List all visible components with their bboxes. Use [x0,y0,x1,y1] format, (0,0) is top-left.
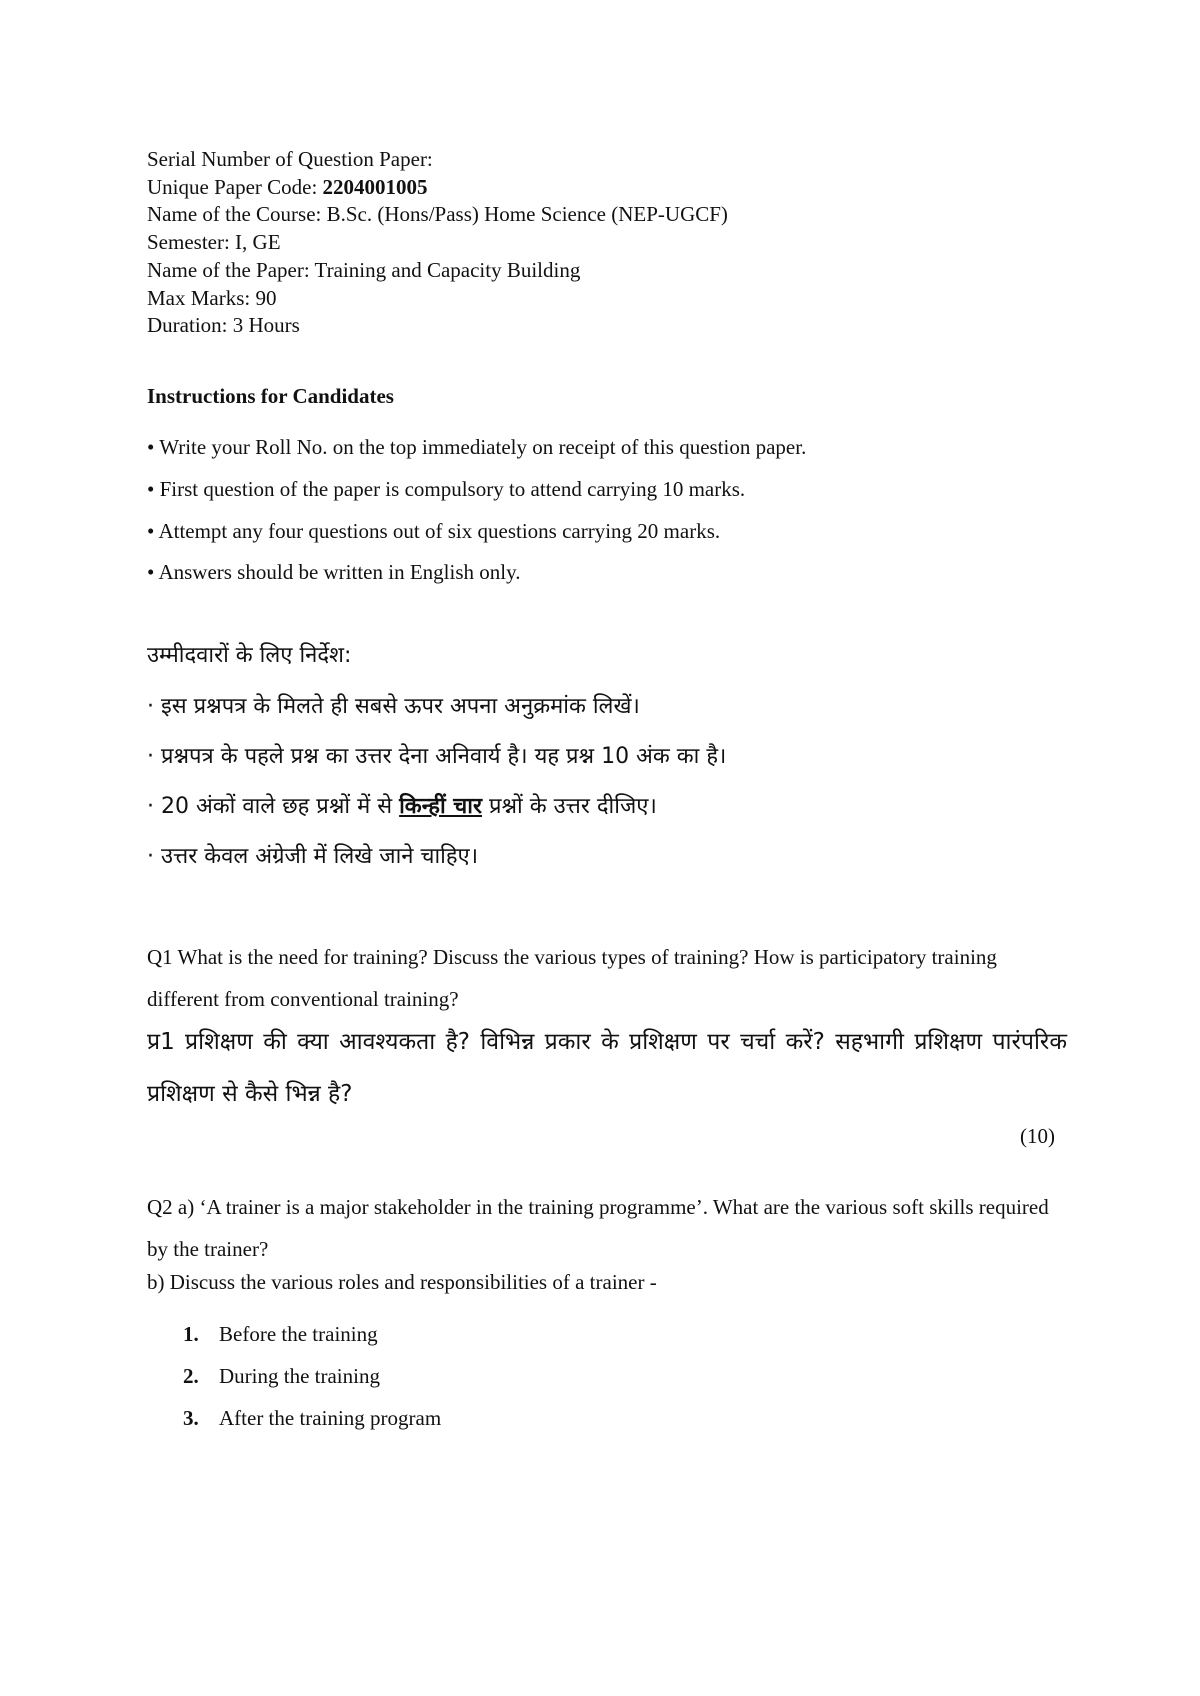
duration-line: Duration: 3 Hours [147,313,300,338]
paper-code-line [147,174,1047,202]
list-item [183,1397,883,1439]
list-item-number: 3. [183,1406,199,1430]
list-item-text: During the training [219,1364,380,1388]
instruction-item: • First question of the paper is compulsory to attend carrying 10 marks. [147,476,746,501]
hindi-instruction-item: · उत्तर केवल अंग्रेजी में लिखे जाने चाहिए। [147,844,479,869]
hindi-instructions [147,636,1067,882]
hindi-instruction-item: · इस प्रश्नपत्र के मिलते ही सबसे ऊपर अपना अनुक्रमांक लिखें। [147,694,640,719]
list-item [183,1313,883,1355]
paper-header [147,146,1047,340]
question-2-sub-list [183,1313,883,1439]
instruction-item: • Write your Roll No. on the top immediately on receipt of this question paper. [147,435,807,459]
paper-code-label: Unique Paper Code: [147,174,323,199]
max-marks-line: Max Marks: 90 [147,285,277,310]
semester-line: Semester: I, GE [147,230,281,255]
question-1-english: Q1 What is the need for training? Discuss the various types of training? How is participatory training different from conventional training? [147,945,997,1011]
list-item-number: 1. [183,1322,199,1346]
list-item-text: After the training program [219,1406,442,1430]
hindi-instruction-text: · 20 अंकों वाले छह प्रश्नों में से [147,794,400,819]
question-2-part-b: b) Discuss the various roles and responsibilities of a trainer - [147,1270,657,1294]
hindi-instruction-text: प्रश्नों के उत्तर दीजिए। [481,794,657,819]
list-item-number: 2. [183,1364,199,1388]
hindi-emphasis-text: किन्हीं चार [399,794,482,819]
hindi-instructions-list [147,682,1067,882]
list-item [183,1355,883,1397]
list-item-text: Before the training [219,1322,378,1346]
paper-name-line: Name of the Paper: Training and Capacity Building [147,257,581,282]
hindi-instruction-item: · प्रश्नपत्र के पहले प्रश्न का उत्तर देना अनिवार्य है। यह प्रश्न 10 अंक का है। [147,744,727,769]
instructions-list [147,427,1067,594]
hindi-instruction-item [147,782,1067,832]
instruction-item: • Attempt any four questions out of six questions carrying 20 marks. [147,518,721,543]
hindi-instructions-title: उम्मीदवारों के लिए निर्देश: [147,643,352,668]
serial-number-line: Serial Number of Question Paper: [147,147,433,171]
instructions-title: Instructions for Candidates [147,384,394,408]
question-2-part-a: Q2 a) ‘A trainer is a major stakeholder in the training programme’. What are the various soft skills required by the trainer? [147,1195,1049,1261]
question-1-marks: (10) [1020,1124,1055,1148]
question-1-hindi: प्र1 प्रशिक्षण की क्या आवश्यकता है? विभिन्न प्रकार के प्रशिक्षण पर चर्चा करें? सहभागी प्रशिक्षण पारंपरिक प्रशिक्षण से कैसे भिन्न है? [147,1029,1067,1107]
paper-code-value: 2204001005 [322,174,428,199]
instruction-item: • Answers should be written in English only. [147,560,521,585]
course-line: Name of the Course: B.Sc. (Hons/Pass) Home Science (NEP-UGCF) [147,202,728,227]
